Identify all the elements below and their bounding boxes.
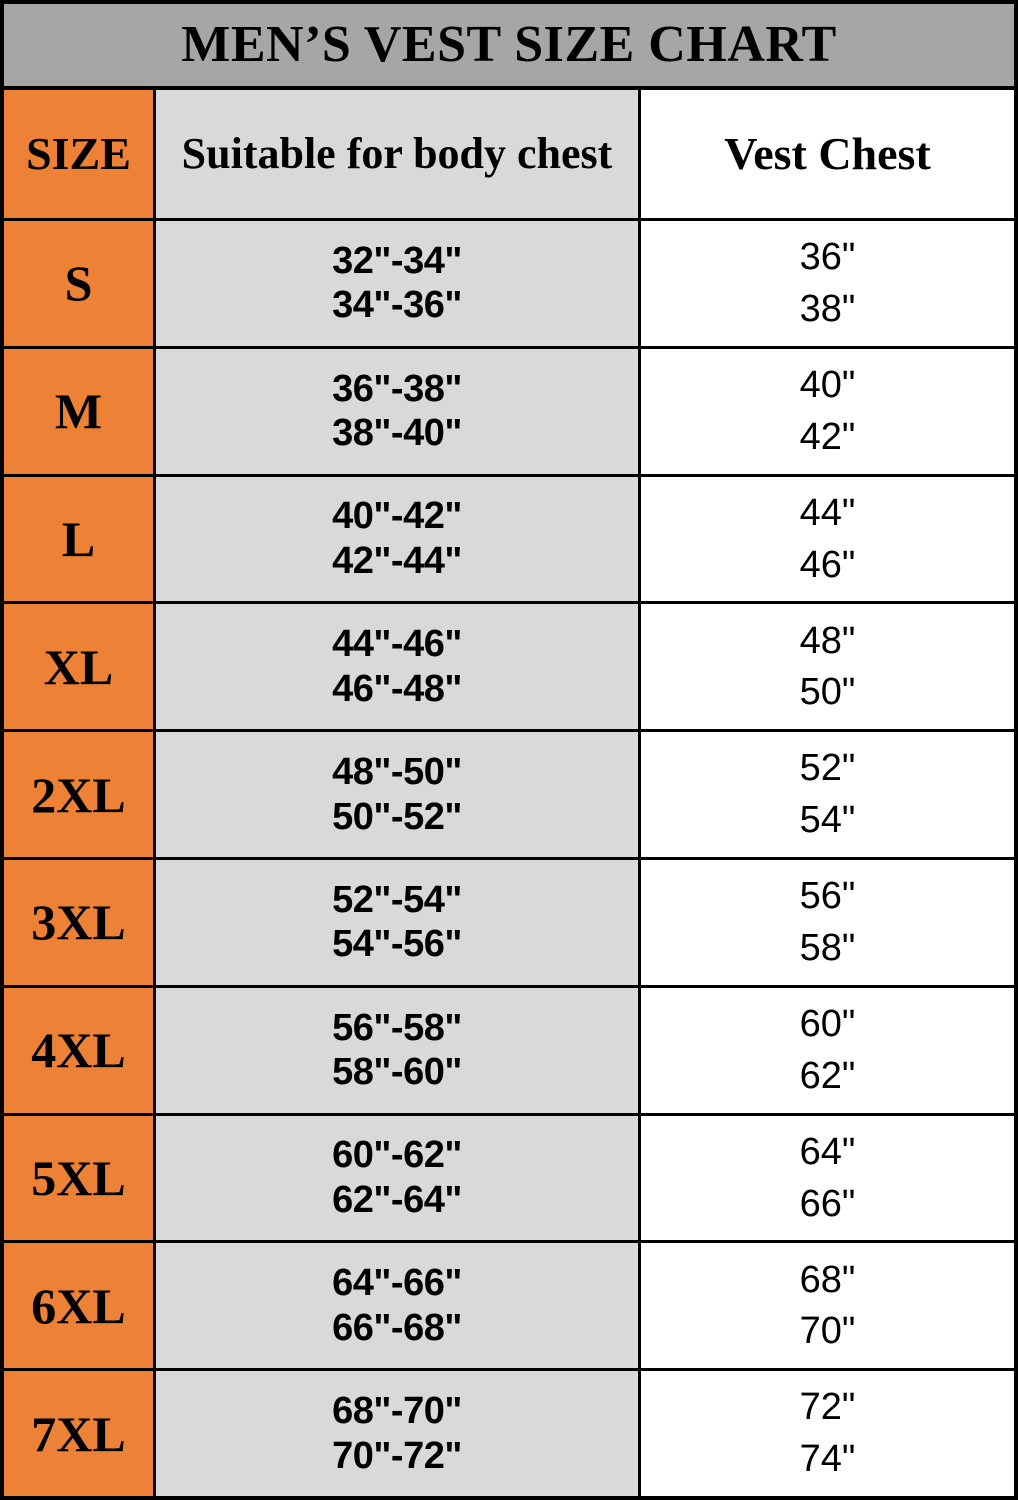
table-row: [4, 604, 1014, 732]
table-row: [4, 349, 1014, 477]
row-size-cell: [4, 732, 156, 857]
vest-chest-value: 64": [799, 1130, 856, 1173]
body-chest-value: 46"-48": [332, 667, 462, 710]
body-chest-value: 40"-42": [332, 495, 462, 538]
body-chest-value: 48"-50": [332, 751, 462, 794]
vest-chest-value: 60": [799, 1003, 856, 1046]
vest-chest-value: 58": [799, 927, 856, 969]
body-chest-value: 60"-62": [332, 1134, 462, 1177]
row-vest-chest-cell: [641, 349, 1014, 474]
row-body-chest-cell: [156, 1371, 641, 1496]
vest-chest-value: 50": [799, 671, 856, 714]
body-chest-value: 36"-38": [332, 367, 462, 410]
size-label: 5XL: [31, 1149, 126, 1206]
vest-chest-value: 44": [799, 491, 856, 534]
table-header-row: [4, 90, 1014, 221]
row-body-chest-cell: [156, 1116, 641, 1241]
body-chest-value: 50"-52": [332, 795, 462, 838]
table-row: [4, 988, 1014, 1116]
row-body-chest-cell: [156, 604, 641, 729]
row-vest-chest-cell: [641, 477, 1014, 602]
vest-chest-value: 38": [799, 288, 856, 331]
column-header-vest-chest-label: Vest Chest: [724, 127, 931, 179]
body-chest-value: 38"-40": [332, 412, 462, 455]
body-chest-value: 68"-70": [332, 1390, 462, 1433]
body-chest-value: 42"-44": [332, 539, 462, 582]
size-label: L: [61, 510, 96, 567]
vest-chest-value: 68": [799, 1258, 856, 1301]
row-size-cell: [4, 1243, 156, 1368]
vest-chest-value: 66": [799, 1182, 856, 1225]
size-label: 2XL: [31, 766, 126, 823]
body-chest-value: 62"-64": [332, 1178, 462, 1221]
size-label: M: [54, 383, 103, 440]
table-row: [4, 860, 1014, 988]
vest-chest-value: 56": [799, 875, 856, 918]
row-size-cell: [4, 1116, 156, 1241]
row-vest-chest-cell: [641, 604, 1014, 729]
chart-title-bar: [4, 4, 1014, 90]
table-row: [4, 1116, 1014, 1244]
row-size-cell: [4, 988, 156, 1113]
row-vest-chest-cell: [641, 1371, 1014, 1496]
body-chest-value: 44"-46": [332, 623, 462, 666]
body-chest-value: 56"-58": [332, 1006, 462, 1049]
vest-chest-value: 36": [799, 236, 856, 279]
row-size-cell: [4, 221, 156, 346]
size-label: 3XL: [31, 894, 126, 951]
size-label: 7XL: [31, 1405, 126, 1462]
size-label: 4XL: [31, 1022, 126, 1079]
size-label: 6XL: [31, 1277, 126, 1334]
row-vest-chest-cell: [641, 860, 1014, 985]
row-body-chest-cell: [156, 988, 641, 1113]
row-vest-chest-cell: [641, 1243, 1014, 1368]
row-vest-chest-cell: [641, 1116, 1014, 1241]
body-chest-value: 34"-36": [332, 284, 462, 327]
size-label: S: [64, 255, 93, 312]
table-row: [4, 221, 1014, 349]
body-chest-value: 54"-56": [332, 923, 462, 966]
table-row: [4, 1371, 1014, 1496]
row-body-chest-cell: [156, 221, 641, 346]
body-chest-value: 66"-68": [332, 1306, 462, 1349]
table-row: [4, 477, 1014, 605]
size-table: [4, 90, 1014, 1496]
row-vest-chest-cell: [641, 221, 1014, 346]
vest-chest-value: 70": [799, 1310, 856, 1353]
row-size-cell: [4, 1371, 156, 1496]
row-size-cell: [4, 604, 156, 729]
row-vest-chest-cell: [641, 988, 1014, 1113]
vest-chest-value: 74": [799, 1438, 856, 1481]
row-body-chest-cell: [156, 349, 641, 474]
row-size-cell: [4, 349, 156, 474]
body-chest-value: 32"-34": [332, 239, 462, 282]
vest-chest-value: 52": [799, 747, 856, 790]
table-row: [4, 1243, 1014, 1371]
row-size-cell: [4, 860, 156, 985]
row-size-cell: [4, 477, 156, 602]
body-chest-value: 58"-60": [332, 1051, 462, 1094]
vest-chest-value: 72": [799, 1386, 856, 1429]
row-body-chest-cell: [156, 732, 641, 857]
row-vest-chest-cell: [641, 732, 1014, 857]
column-header-size: [4, 90, 156, 218]
column-header-body-chest: [156, 90, 641, 218]
row-body-chest-cell: [156, 1243, 641, 1368]
body-chest-value: 52"-54": [332, 878, 462, 921]
size-label: XL: [43, 638, 114, 695]
body-chest-value: 64"-66": [332, 1262, 462, 1305]
row-body-chest-cell: [156, 860, 641, 985]
vest-chest-value: 42": [799, 415, 856, 458]
page-title: MEN’S VEST SIZE CHART: [181, 16, 837, 73]
vest-chest-value: 40": [799, 364, 856, 407]
body-chest-value: 70"-72": [332, 1434, 462, 1477]
vest-chest-value: 46": [799, 543, 856, 586]
table-row: [4, 732, 1014, 860]
vest-chest-value: 54": [799, 799, 856, 842]
vest-chest-value: 62": [799, 1054, 856, 1097]
row-body-chest-cell: [156, 477, 641, 602]
column-header-size-label: SIZE: [26, 127, 131, 179]
vest-chest-value: 48": [799, 619, 856, 662]
column-header-body-chest-label: Suitable for body chest: [181, 128, 613, 178]
column-header-vest-chest: [641, 90, 1014, 218]
